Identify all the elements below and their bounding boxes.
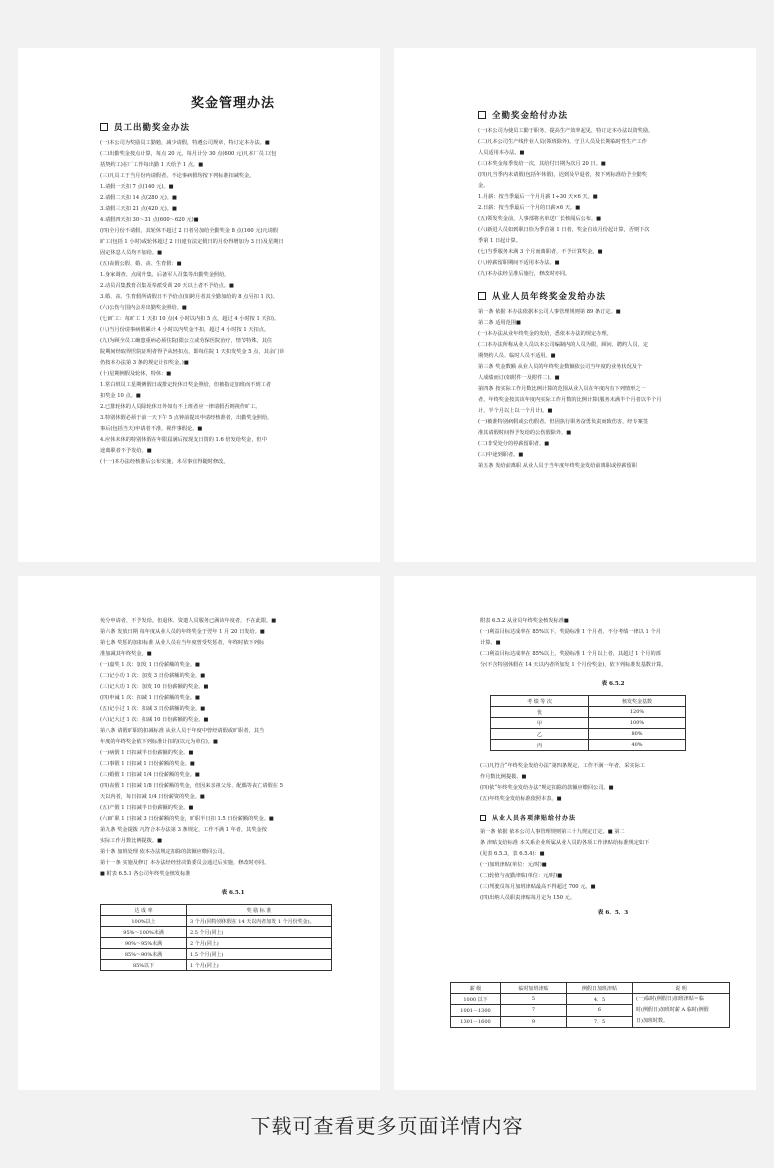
text-line: (一)病假 1 日扣减半日份薪额的奖金。■ (100, 750, 194, 756)
text-line: 第四条 按实际工作月数比例计算的范围从业人员在年度内有下列情形之一 (478, 386, 646, 392)
text-line: (三)驾驶员每月加班津贴最高不得超过 700 元。■ (480, 884, 596, 890)
text-line: 第七条 奖惩的加扣标准 从业人员在当年度曾受奖惩者，年终时依下列标 (100, 640, 265, 646)
table-header-cell: 临时加班津贴 (501, 983, 567, 994)
text-line: (十)星期例假及轮休，特休：■ (100, 371, 172, 377)
table-cell: 甲 (491, 718, 589, 729)
text-line: 准加减其年终奖金。■ (100, 651, 152, 657)
text-line: (五)产假 1 日扣减半日份薪额的奖金。■ (100, 805, 194, 811)
text-line: 事后(包括当天)申请者不准，视作事假论。■ (100, 426, 203, 432)
text-line: (五)年终奖金发给标准依照本表。■ (480, 796, 562, 802)
text-line: (六)新进人员如到职日恰为季首第 1 日者，奖金自该月份起计算，否则下次 (478, 227, 650, 233)
text-line: 3.请假三天扣 21 点(420 元)。■ (100, 206, 177, 212)
page-2-body-text-2 (478, 307, 744, 472)
text-line: 作月数比例提拨。■ (480, 774, 527, 780)
table-cell: 1000 以下 (451, 994, 501, 1005)
text-line: 第五条 发给前离职 从业人员于当年度年终奖金发给前离职或停薪留职 (478, 463, 637, 469)
table-cell: 2.5 个月(同上) (187, 927, 332, 938)
table-cell: 2 个月(同上) (187, 938, 332, 949)
checkbox-square-icon (100, 123, 108, 131)
text-line: 2.请假二天扣 14 点(280 元)。■ (100, 195, 177, 201)
text-line: 第十条 加班处理 依本办法规定扣除的款额应缴回公司。 (100, 849, 228, 855)
text-line: 人成绩而订(如附件一及附件二)。■ (478, 375, 560, 381)
text-line: 4.请假四天扣 30～31 点(600～620 元)■ (100, 217, 199, 223)
text-line: (三)凡员工于当月份内请假者，不论事病假均按下列标准扣减奖金。 (100, 173, 255, 179)
text-line: 括契约工)在厂工作每出勤 1 天给予 1 点。■ (100, 162, 204, 168)
text-line: (二)凡本公司生产线作业人员(领班除外)，守卫人员及长期临时性生产工作 (478, 139, 647, 145)
text-line: 准其请假时间得予发给的公伤假除外。■ (478, 430, 572, 436)
text-line: (二)记小功 1 次：加发 3 日份薪额的奖金。■ (100, 673, 206, 679)
checkbox-square-icon (478, 292, 486, 300)
page-2-content (478, 106, 744, 472)
table-cell: 100% (589, 718, 686, 729)
table-header-cell: 薪 级 (451, 983, 501, 994)
table-cell: 5 (501, 994, 567, 1005)
text-line: 2.动员召集教育召集及奉派受训 20 天以上者不予给点。■ (100, 283, 234, 289)
text-line: 4.应休未休的特别休假在年限届满后按现支日资的 1.6 倍发给奖金，但中 (100, 437, 267, 443)
text-line: (三)本奖金每季发给一次，其给付日期为次月 20 日。■ (478, 161, 606, 167)
text-line: (二)非受处分的停薪留职者。■ (478, 441, 550, 447)
table-row (101, 916, 332, 927)
document-page-2 (394, 48, 756, 562)
text-line: 第一条 依据 依本公司人事管理规则第三十九规定订定。■ 第二 (480, 829, 625, 835)
checkbox-square-icon (478, 111, 486, 119)
table-cell: 100%以上 (101, 916, 187, 927)
text-line: (五)丧假公假、婚、丧、生育假：■ (100, 261, 182, 267)
text-line: 2.已排轮休的人员除轮休日外如有不上班者应一律请假否则视作旷工。 (100, 404, 261, 410)
table-cell: 7．5 (567, 1016, 633, 1027)
text-line: 者，年终奖金按其该年度内实际工作月数的比例计算(服务未满半个月者以半个月 (478, 397, 662, 403)
text-line: 3.特别休假必须于前一天下午 5 点钟前提出申请经核准者，出勤奖金照给， (100, 415, 273, 421)
appraisal-grade-table (490, 695, 686, 751)
text-line: (八)当月份请事病假累计 4 小时以内奖金不扣，超过 4 小时按 1 天扣点。 (100, 327, 270, 333)
text-line: 途离职者不予发给。■ (100, 448, 152, 454)
table-header-cell: 考 绩 等 次 (491, 696, 589, 707)
table-cell: 3 个月(同特别休假在 14 天以内者加发 1 个月份奖金)。 (187, 916, 332, 927)
table-header-cell: 奖 励 标 准 (187, 905, 332, 916)
table-header-cell: 说 明 (633, 983, 730, 994)
text-line: (九)为顾全员工确患重病必须住院(限公立或劳保医院治疗，情节特殊，其住 (100, 338, 273, 344)
text-line: 第三条 奖金数额 从业人员的年终奖金数额依公司当年度的业务状况及个 (478, 364, 643, 370)
text-line: 第二条 适用范围■ (478, 320, 521, 326)
text-line: (二)利益目标达成率在 85%以上，奖励标准 1 个月以上者，其超过 1 个月的部 (480, 651, 661, 657)
text-line: ■ 附表 6.5.1 各公司年终奖金核发标准 (100, 871, 191, 877)
table-cell: 优 (491, 707, 589, 718)
table-cell: 7 (501, 1005, 567, 1016)
text-line: 固定休息人员均不加给。■ (100, 250, 162, 256)
text-line: (四)丧假 1 日扣减 1/8 日份薪额的奖金，但因来亲祖父母、配偶等丧亡请假在 5 (100, 783, 283, 789)
text-line: 计，半个月以上以一个月计)。■ (478, 408, 553, 414)
table-row (491, 707, 686, 718)
text-line: (一)被准特别病假或公伤假者。但因执行职务奋勇负责而致伤害，经专案签 (478, 419, 649, 425)
table-caption: 表 6．5．3 (597, 910, 629, 916)
text-line: (七)当季服务未满 3 个月而离职者，不予计算奖金。■ (478, 249, 603, 255)
page-1-content (100, 92, 366, 468)
page-3-content (100, 616, 366, 971)
table-header-cell: 达 成 率 (101, 905, 187, 916)
text-line: (七)旷工：每旷工 1 天扣 10 点(4 小时以内扣 5 点，超过 4 小时按 1 天扣)。 (100, 316, 280, 322)
text-line: 实际工作月数比例提拨。■ (100, 838, 162, 844)
table-header-cell: 核发奖金基数 (589, 696, 686, 707)
text-line: (四)凡当季内未请假(包括年休假)，迟到及早退者，按下列标准给予全勤奖 (478, 172, 647, 178)
section-heading-full-attendance (478, 109, 744, 121)
text-line: (一)本公司为使员工勤于职务，提高生产效率起见，特订定本办法以资奖励。 (478, 128, 654, 134)
page-4-body-text-3 (480, 827, 746, 904)
text-line: 扣奖金 10 点。■ (100, 393, 141, 399)
text-line: 1.月薪：按当季最后一个月月薪 1÷30 天×6 天。■ (478, 194, 598, 200)
text-line: 期契约人员、临时人员不适用。■ (478, 353, 556, 359)
text-line: (二)轮值与夜勤津贴(单位：元/时)■ (480, 873, 563, 879)
table-cell: 40% (589, 740, 686, 751)
allowance-table (450, 982, 730, 1028)
text-line: (八)停薪留职期间不适用本办法。■ (478, 260, 560, 266)
table-cell: 1001－1300 (451, 1005, 501, 1016)
document-page-4 (394, 576, 756, 1090)
text-line: 天以内者，每日扣减 1/4 日份薪资的奖金。■ (100, 794, 205, 800)
text-line: (一)本公司为奖励员工勤勉，减少请假，特遵公司规章，特订定本办法。■ (100, 140, 270, 146)
text-line: 第九条 奖金提拨 凡符合本办法第 3 条规定，工作不满 1 年者，其奖金按 (100, 827, 267, 833)
text-line: (六)旷职 1 日扣减 3 日份薪额的奖金，旷职半日扣 1.5 日份薪额的奖金。■ (100, 816, 274, 822)
table-cell: 丙 (491, 740, 589, 751)
text-line: 1.请假一天扣 7 点(140 元)。■ (100, 184, 174, 190)
table-cell: 乙 (491, 729, 589, 740)
text-line: 第一条 依据 本办法依据本公司人事管理规则第 89 条订定。■ (478, 309, 621, 315)
table-cell: 4．5 (567, 994, 633, 1005)
table-header-row (491, 696, 686, 707)
bonus-standard-table (100, 904, 332, 971)
table-row (101, 927, 332, 938)
text-line: 附表 6.5.2 从业员年终奖金核发标准■ (480, 618, 569, 624)
table-header-row (451, 983, 730, 994)
page-4-content (480, 616, 746, 922)
section-heading-text: 全勤奖金给付办法 (492, 111, 569, 121)
text-line: (九)本办法经呈准后施行，修改时亦同。 (478, 271, 571, 277)
table-row (491, 718, 686, 729)
text-line: 计算。■ (480, 640, 501, 646)
text-line: (二)本办法所称从业人员以本公司编制内的人员为限，顾问、聘约人员、定 (478, 342, 649, 348)
note-line: (一)临时(例假日)加班津贴＝临 (636, 996, 704, 1002)
text-line: 条 津贴支给标准 本关系企业所属从业人员的各项工作津贴给标准规定如下 (480, 840, 650, 846)
table-cell: 95%～100%未满 (101, 927, 187, 938)
page-4-body-text-2 (480, 761, 746, 805)
text-line: (六)公伤与国内会差出勤奖金照给。■ (100, 305, 187, 311)
text-line: (四)全月份不请假，其轮休不超过 2 日者另加给全勤奖金 8 点(160 元)凡请假 (100, 228, 279, 234)
table-row (101, 949, 332, 960)
table-cell: 6 (567, 1005, 633, 1016)
table-body (491, 707, 686, 751)
table-body (451, 994, 730, 1028)
table-cell: 9 (501, 1016, 567, 1027)
text-line: (十一)本办法经核准后公布实施，未尽事宜得随时修改。 (100, 459, 229, 465)
table-row (101, 960, 332, 971)
table-row (491, 740, 686, 751)
document-title: 奖金管理办法 (190, 96, 275, 111)
text-line: (四)依“年终奖金发给办法”规定扣除的款额应缴回公司。■ (480, 785, 614, 791)
text-line: 人员适用本办法。■ (478, 150, 525, 156)
table-note-cell (633, 994, 730, 1028)
text-line: (三)凡符合“年终奖金发给办法”第四条规定，工作不满一年者，采实际工 (480, 763, 645, 769)
text-line: (一)嘉奖 1 次：加发 1 日份薪额的奖金。■ (100, 662, 200, 668)
section-heading-text: 员工出勤奖金办法 (114, 123, 191, 133)
text-line: 仍按本办法第 3 条的规定计扣奖金。)■ (100, 360, 189, 366)
table-cell: 1.5 个月(同上) (187, 949, 332, 960)
text-line: (一)利益目标达成率在 85%以下，奖励标准 1 个月者，不分考绩一律以 1 个月 (480, 629, 661, 635)
text-line: 第十一条 实施及修订 本办法经经营决策委员会通过后实施，修改时亦同。 (100, 860, 270, 866)
download-more-prompt[interactable]: 下载可查看更多页面详情内容 (250, 1114, 524, 1138)
text-line: (五)领发奖金前，人事部将名单送厂长核阅后公布。■ (478, 216, 602, 222)
text-line: 3.婚、丧、生育假所请假日不予给点(如跨月者其全勤加给的 8 点另扣 1 次)。 (100, 294, 278, 300)
document-page-3 (18, 576, 380, 1090)
text-line: (一)本办法从业年终奖金的发给，悉依本办法的规定办理。 (478, 331, 612, 337)
text-line: 第八条 请假旷职的扣减标准 从业人员于年度中曾经请假或旷职者，其当 (100, 728, 265, 734)
text-line: 免分申请者，不予发给。但退休、资遣人员服务已满该年度者，不在此限。■ (100, 618, 277, 624)
table-header-row (101, 905, 332, 916)
text-line: (见表 6.5.3，表 6.5.4)：■ (480, 851, 545, 857)
section-heading-year-end-bonus (478, 290, 744, 302)
text-line: (三)中途到职者。■ (478, 452, 524, 458)
document-page-1 (18, 48, 380, 562)
text-line: (三)婚假 1 日扣减 1/4 日份薪额的奖金。■ (100, 772, 200, 778)
text-line: (一)加班津贴(单位：元/时)■ (480, 862, 547, 868)
table-cell: 85%以下 (101, 960, 187, 971)
table-cell: 120% (589, 707, 686, 718)
table-row (491, 729, 686, 740)
text-line: 金。 (478, 183, 489, 189)
text-line: 1.常白班员工星期例假日或排定轮休日奖金照给，但被指定加班而不到工者 (100, 382, 271, 388)
note-line: 时(例假日)加班时薪 A 临时(例假 (636, 1007, 709, 1013)
section-heading-attendance-bonus (100, 121, 366, 133)
text-line: (五)记小过 1 次：扣减 3 日份薪额的奖金。■ (100, 706, 206, 712)
text-line: (三)记大功 1 次：加发 10 日份薪额的奖金。■ (100, 684, 209, 690)
text-line: (二)事假 1 日扣减 1 日份薪额的奖金。■ (100, 761, 195, 767)
text-line: 2.日薪：按当季最后一个月的日薪×6 天。■ (478, 205, 581, 211)
text-line: 分(不含特别休假在 14 天以内者所加发 1 个月份奖金)，依下列标准发基数计算。 (480, 662, 667, 668)
checkbox-square-icon (480, 815, 486, 821)
text-line: 季第 1 日起计算。 (478, 238, 521, 244)
text-line: 年度的年终奖金依下列标准计扣的(以元为单位)。■ (100, 739, 218, 745)
page-4-body-text-1 (480, 616, 746, 671)
table-cell: 90%～95%未满 (101, 938, 187, 949)
table-row (451, 994, 730, 1005)
text-line: 院期间经取得医院证明者得予从轻扣点，即每住院 1 天扣发奖金 5 点，其余门诊 (100, 349, 285, 355)
text-line: (四)出纳人员职责津贴每月定为 150 元。 (480, 895, 576, 901)
page-2-body-text-1 (478, 126, 744, 280)
section-heading-allowance (480, 813, 746, 822)
text-line: 1.身家调查、点阅升集、后备军人召集等出勤奖金照给。 (100, 272, 230, 278)
text-line: (二)出勤奖金按点计算，每点 20 元，每月计分 30 点(600 元)凡本厂员工(包 (100, 151, 277, 157)
table-body (101, 916, 332, 971)
table-header-cell: 例假日加班津贴 (567, 983, 633, 994)
text-line: (六)记大过 1 次：扣减 10 日份薪额的奖金。■ (100, 717, 209, 723)
text-line: (四)申诫 1 次：扣减 1 日份薪额的奖金。■ (100, 695, 200, 701)
table-row (101, 938, 332, 949)
table-cell: 1301－1600 (451, 1016, 501, 1027)
section-heading-text: 从业人员年终奖金发给办法 (492, 292, 607, 302)
table-cell: 1 个月(同上) (187, 960, 332, 971)
table-caption: 表 6.5.2 (601, 681, 625, 687)
page-3-body-text (100, 616, 366, 880)
note-line: 日)加班时数。 (636, 1018, 668, 1024)
table-cell: 80% (589, 729, 686, 740)
text-line: 旷工(包括 1 小时)或轮休超过 2 日(違有法定假日的月份得增加为 3 日)及星期日 (100, 239, 284, 245)
page-1-body-text (100, 138, 366, 468)
text-line: 第六条 发放日期 每年度从业人员的年终奖金于翌年 1 月 20 日发给。■ (100, 629, 265, 635)
section-heading-text: 从业人员各项津贴给付办法 (492, 815, 577, 822)
table-cell: 85%～90%未满 (101, 949, 187, 960)
table-caption: 表 6.5.1 (221, 890, 245, 896)
